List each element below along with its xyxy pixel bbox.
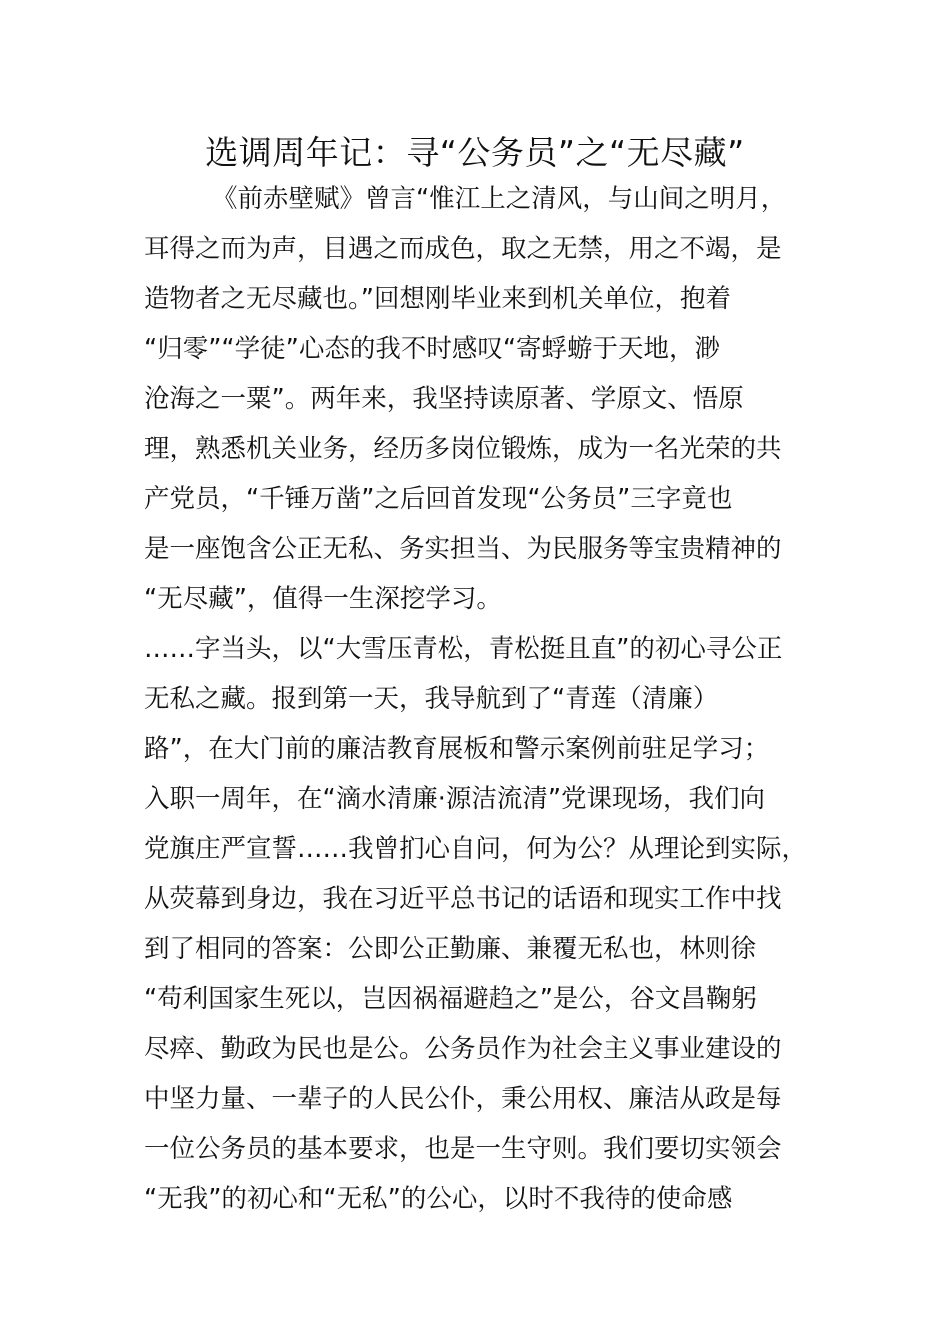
body-line: 到了相同的答案：公即公正勤廉、兼覆无私也，林则徐 (144, 934, 757, 964)
body-line: ……字当头，以“大雪压青松，青松挺且直”的初心寻公正 (144, 634, 783, 664)
body-line: 《前赤壁赋》曾言“惟江上之清风，与山间之明月， (212, 184, 787, 214)
document-body (144, 174, 810, 1224)
body-line: 路”，在大门前的廉洁教育展板和警示案例前驻足学习； (144, 734, 770, 764)
body-line: “苟利国家生死以，岂因祸福避趋之”是公，谷文昌鞠躬 (144, 984, 757, 1014)
body-line: 从荧幕到身边，我在习近平总书记的话语和现实工作中找 (144, 884, 782, 914)
body-line: 产党员，“千锤万凿”之后回首发现“公务员”三字竟也 (144, 484, 733, 514)
body-line: 一位公务员的基本要求，也是一生守则。我们要切实领会 (144, 1134, 782, 1164)
body-line: “无我”的初心和“无私”的公心，以时不我待的使命感 (144, 1184, 733, 1214)
body-line: “无尽藏”，值得一生深挖学习。 (144, 584, 502, 614)
body-line: 尽瘁、勤政为民也是公。公务员作为社会主义事业建设的 (144, 1034, 782, 1064)
body-line: 理，熟悉机关业务，经历多岗位锻炼，成为一名光荣的共 (144, 434, 782, 464)
body-line: 是一座饱含公正无私、务实担当、为民服务等宝贵精神的 (144, 534, 782, 564)
body-line: 中坚力量、一辈子的人民公仆，秉公用权、廉洁从政是每 (144, 1084, 782, 1114)
body-line: 耳得之而为声，目遇之而成色，取之无禁，用之不竭，是 (144, 234, 782, 264)
body-line: 造物者之无尽藏也。”回想刚毕业来到机关单位，抱着 (144, 284, 731, 314)
document-title: 选调周年记：寻“公务员”之“无尽藏” (205, 133, 745, 172)
body-line: 入职一周年，在“滴水清廉·源洁流清”党课现场，我们向 (144, 784, 766, 814)
body-line: 无私之藏。报到第一天，我导航到了“青莲（清廉） (144, 684, 719, 714)
body-line: 沧海之一粟”。两年来，我坚持读原著、学原文、悟原 (144, 384, 744, 414)
body-line: 党旗庄严宣誓……我曾扪心自问，何为公？从理论到实际， (144, 834, 808, 864)
body-line: “归零”“学徒”心态的我不时感叹“寄蜉蝣于天地，渺 (144, 334, 721, 364)
